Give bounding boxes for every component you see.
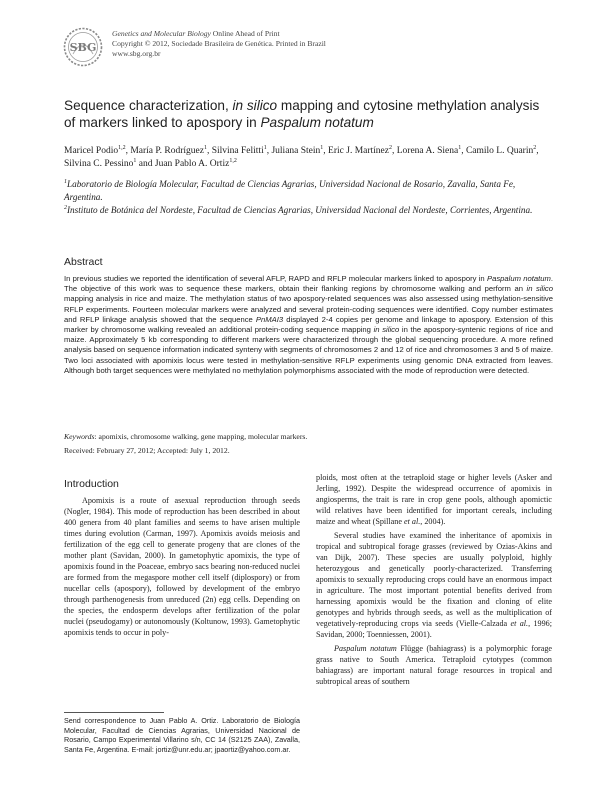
logo-text: SBG [69, 41, 97, 54]
author [155, 159, 237, 169]
author-affiliation-marker: 1 [133, 157, 137, 164]
affiliation [64, 204, 554, 217]
author-affiliation-marker: 2 [533, 144, 537, 151]
journal-line [112, 29, 326, 39]
author [212, 146, 267, 156]
author-name: María P. Rodríguez [130, 146, 204, 156]
author-name: Maricel Podio [64, 146, 119, 156]
paper-title [64, 97, 544, 131]
author [64, 159, 136, 169]
affiliation-text: Laboratorio de Biología Molecular, Facultad de Ciencias Agrarias, Universidad Nacional de Rosario, Zavalla, Santa Fe, Argentina. [64, 179, 516, 202]
title-italic: Paspalum notatum [260, 115, 374, 130]
paragraph: Several studies have examined the inheritance of apomixis in tropical and subtropical forage grasses (reviewed by Ozias-Akins and van Dijk, 2007). These species are usually polyploid, highly heterozygous and genetically poorly-characterized. Transferring apomixis to sexually reproducing crops could have an enormous impact in agriculture. The most important potential benefits derived from harnessing apomixis would be the fixation and cloning of elite genotypes and hybrids through seeds, as well as the multiplication of vegetatively-reproducing crops via seeds (Vielle-Calzada et al., 1996; Savidan, 2000; Toenniessen, 2001). [316, 531, 552, 639]
title-text: Sequence characterization, [64, 98, 233, 113]
affiliation-marker: 2 [64, 204, 67, 211]
sbg-logo [63, 27, 103, 67]
author-affiliation-marker: 2 [388, 144, 392, 151]
author-name: Eric J. Martínez [328, 146, 389, 156]
journal-header [63, 27, 563, 69]
journal-info [112, 29, 326, 60]
author-list: Maricel Podio$^{1,2}$, María P. Rodríguez$^1$, Silvina Felitti$^1$, Juliana Stein$^1$, Eric J. Martínez$^2$, Lorena A. Siena$^1$, Camilo L. Quarin$^2$, Silvina C. Pessino$^1$ and Juan Pablo A. Ortiz$^{1,2}$ [64, 144, 539, 169]
paragraph: Apomixis is a route of asexual reproduction through seeds (Nogler, 1984). This mode of reproduction has been described in about 400 genera from 40 plant families and seems to have arisen multiple times during evolution (Carman, 1997). Apomixis avoids meiosis and fertilization of the egg cell to generate progeny that are clones of the mother plant (Savidan, 2000). In gametophytic apomixis, the type of apomixis found in the Poaceae, embryo sacs bearing non-reduced nuclei are formed from the megaspore mother cell itself (diplospory) or from nucellar cells (apospory), followed by development of the embryo through parthenogenesis from unreduced (2n) egg cells. Depending on the species, the endosperm develops after fertilization of the polar nuclei (pseudogamy) or autonomously (Koltunow, 1993). Gametophytic apomixis tends to occur in poly- [64, 496, 300, 637]
copyright-line: Copyright © 2012, Sociedade Brasileira de Genética. Printed in Brazil [112, 39, 326, 49]
author-name: Camilo L. Quarin [465, 146, 534, 156]
author-name: Silvina C. Pessino [64, 159, 134, 169]
author-name: Juliana Stein [271, 146, 321, 156]
keywords-text: : apomixis, chromosome walking, gene mapping, molecular markers. [94, 432, 308, 441]
footnote-rule [64, 712, 164, 713]
journal-name: Genetics and Molecular Biology [112, 29, 211, 38]
body-column-right [316, 472, 552, 687]
affiliation [64, 178, 554, 204]
abstract-body: In previous studies we reported the identification of several AFLP, RAPD and RFLP molecular markers linked to apospory in Paspalum notatum. The objective of this work was to sequence these markers, obtain their flanking regions by chromosome walking and perform an in silico mapping analysis in rice and maize. The methylation status of two apospory-related sequences was also assessed using methylation-sensitive RFLP experiments. Fourteen molecular markers were analyzed and several protein-coding sequences were identified. Copy number estimates and RFLP linkage analysis showed that the sequence PnMAI3 displayed 2-4 copies per genome and linkage to apospory. Extension of this marker by chromosome walking revealed an additional protein-coding sequence mapping in silico in the apospory-syntenic regions of rice and maize. Approximately 5 kb corresponding to different markers were characterized through the global sequencing procedure. A more refined analysis based on sequence information indicated synteny with segments of chromosomes 2 and 12 of rice and chromosomes 3 and 5 of maize. Two loci associated with apomixis locus were tested in methylation-sensitive RFLP experiments using genomic DNA extracted from leaves. Although both target sequences were methylated no methylation polymorphisms associated with the mode of reproduction were detected. [64, 274, 553, 375]
introduction-heading: Introduction [64, 478, 119, 490]
author [271, 146, 323, 156]
website-link[interactable]: www.sbg.org.br [112, 49, 161, 59]
author-affiliation-marker: 1 [203, 144, 207, 151]
author-affiliation-marker: 1 [320, 144, 324, 151]
online-status: Online Ahead of Print [210, 29, 280, 38]
author-name: Silvina Felitti [211, 146, 264, 156]
author [397, 146, 461, 156]
author-name: Lorena A. Siena [396, 146, 459, 156]
body-column-left [64, 495, 300, 638]
author-name: Juan Pablo A. Ortiz [154, 159, 230, 169]
author [64, 146, 126, 156]
affiliation-marker: 1 [64, 178, 67, 185]
author-affiliation-marker: 1,2 [118, 144, 126, 151]
affiliation-text: Instituto de Botánica del Nordeste, Facultad de Ciencias Agrarias, Universidad Nacional del Nordeste, Corrientes, Argentina. [67, 205, 533, 215]
author [466, 146, 536, 156]
author-affiliation-marker: 1 [263, 144, 267, 151]
keywords [64, 432, 553, 442]
keywords-label: Keywords [64, 432, 95, 441]
title-text: mapping and cytosine methylation analysis of markers linked to apospory in [64, 98, 540, 130]
paragraph: Paspalum notatum Flügge (bahiagrass) is a polymorphic forage grass native to South America. Tetraploid cytotypes (common bahiagrass) are important natural forage resources in tropical and subtropical areas of southern [316, 644, 552, 686]
title-italic: in silico [232, 98, 278, 113]
author [328, 146, 392, 156]
received-dates: Received: February 27, 2012; Accepted: July 1, 2012. [64, 446, 230, 455]
author-affiliation-marker: 1,2 [229, 157, 237, 164]
paragraph: ploids, most often at the tetraploid stage or higher levels (Asker and Jerling, 1992). Despite the widespread occurrence of apomixis in angiosperms, the trait is rare in crop gene pools, although apomictic wild relatives have been identified for important cereals, including maize and wheat (Spillane et al., 2004). [316, 473, 552, 526]
abstract-heading: Abstract [64, 256, 103, 268]
author-affiliation-marker: 1 [458, 144, 462, 151]
author [130, 146, 207, 156]
correspondence-note: Send correspondence to Juan Pablo A. Ortiz. Laboratorio de Biología Molecular, Facultad de Ciencias Agrarias, Universidad Nacional de Rosario, Campo Experimental Villarino s/n, CC 14 (S2125 ZAA), Zavalla, Santa Fe, Argentina. E-mail: jortiz@unr.edu.ar; jpaortiz@yahoo.com.ar. [64, 716, 300, 754]
